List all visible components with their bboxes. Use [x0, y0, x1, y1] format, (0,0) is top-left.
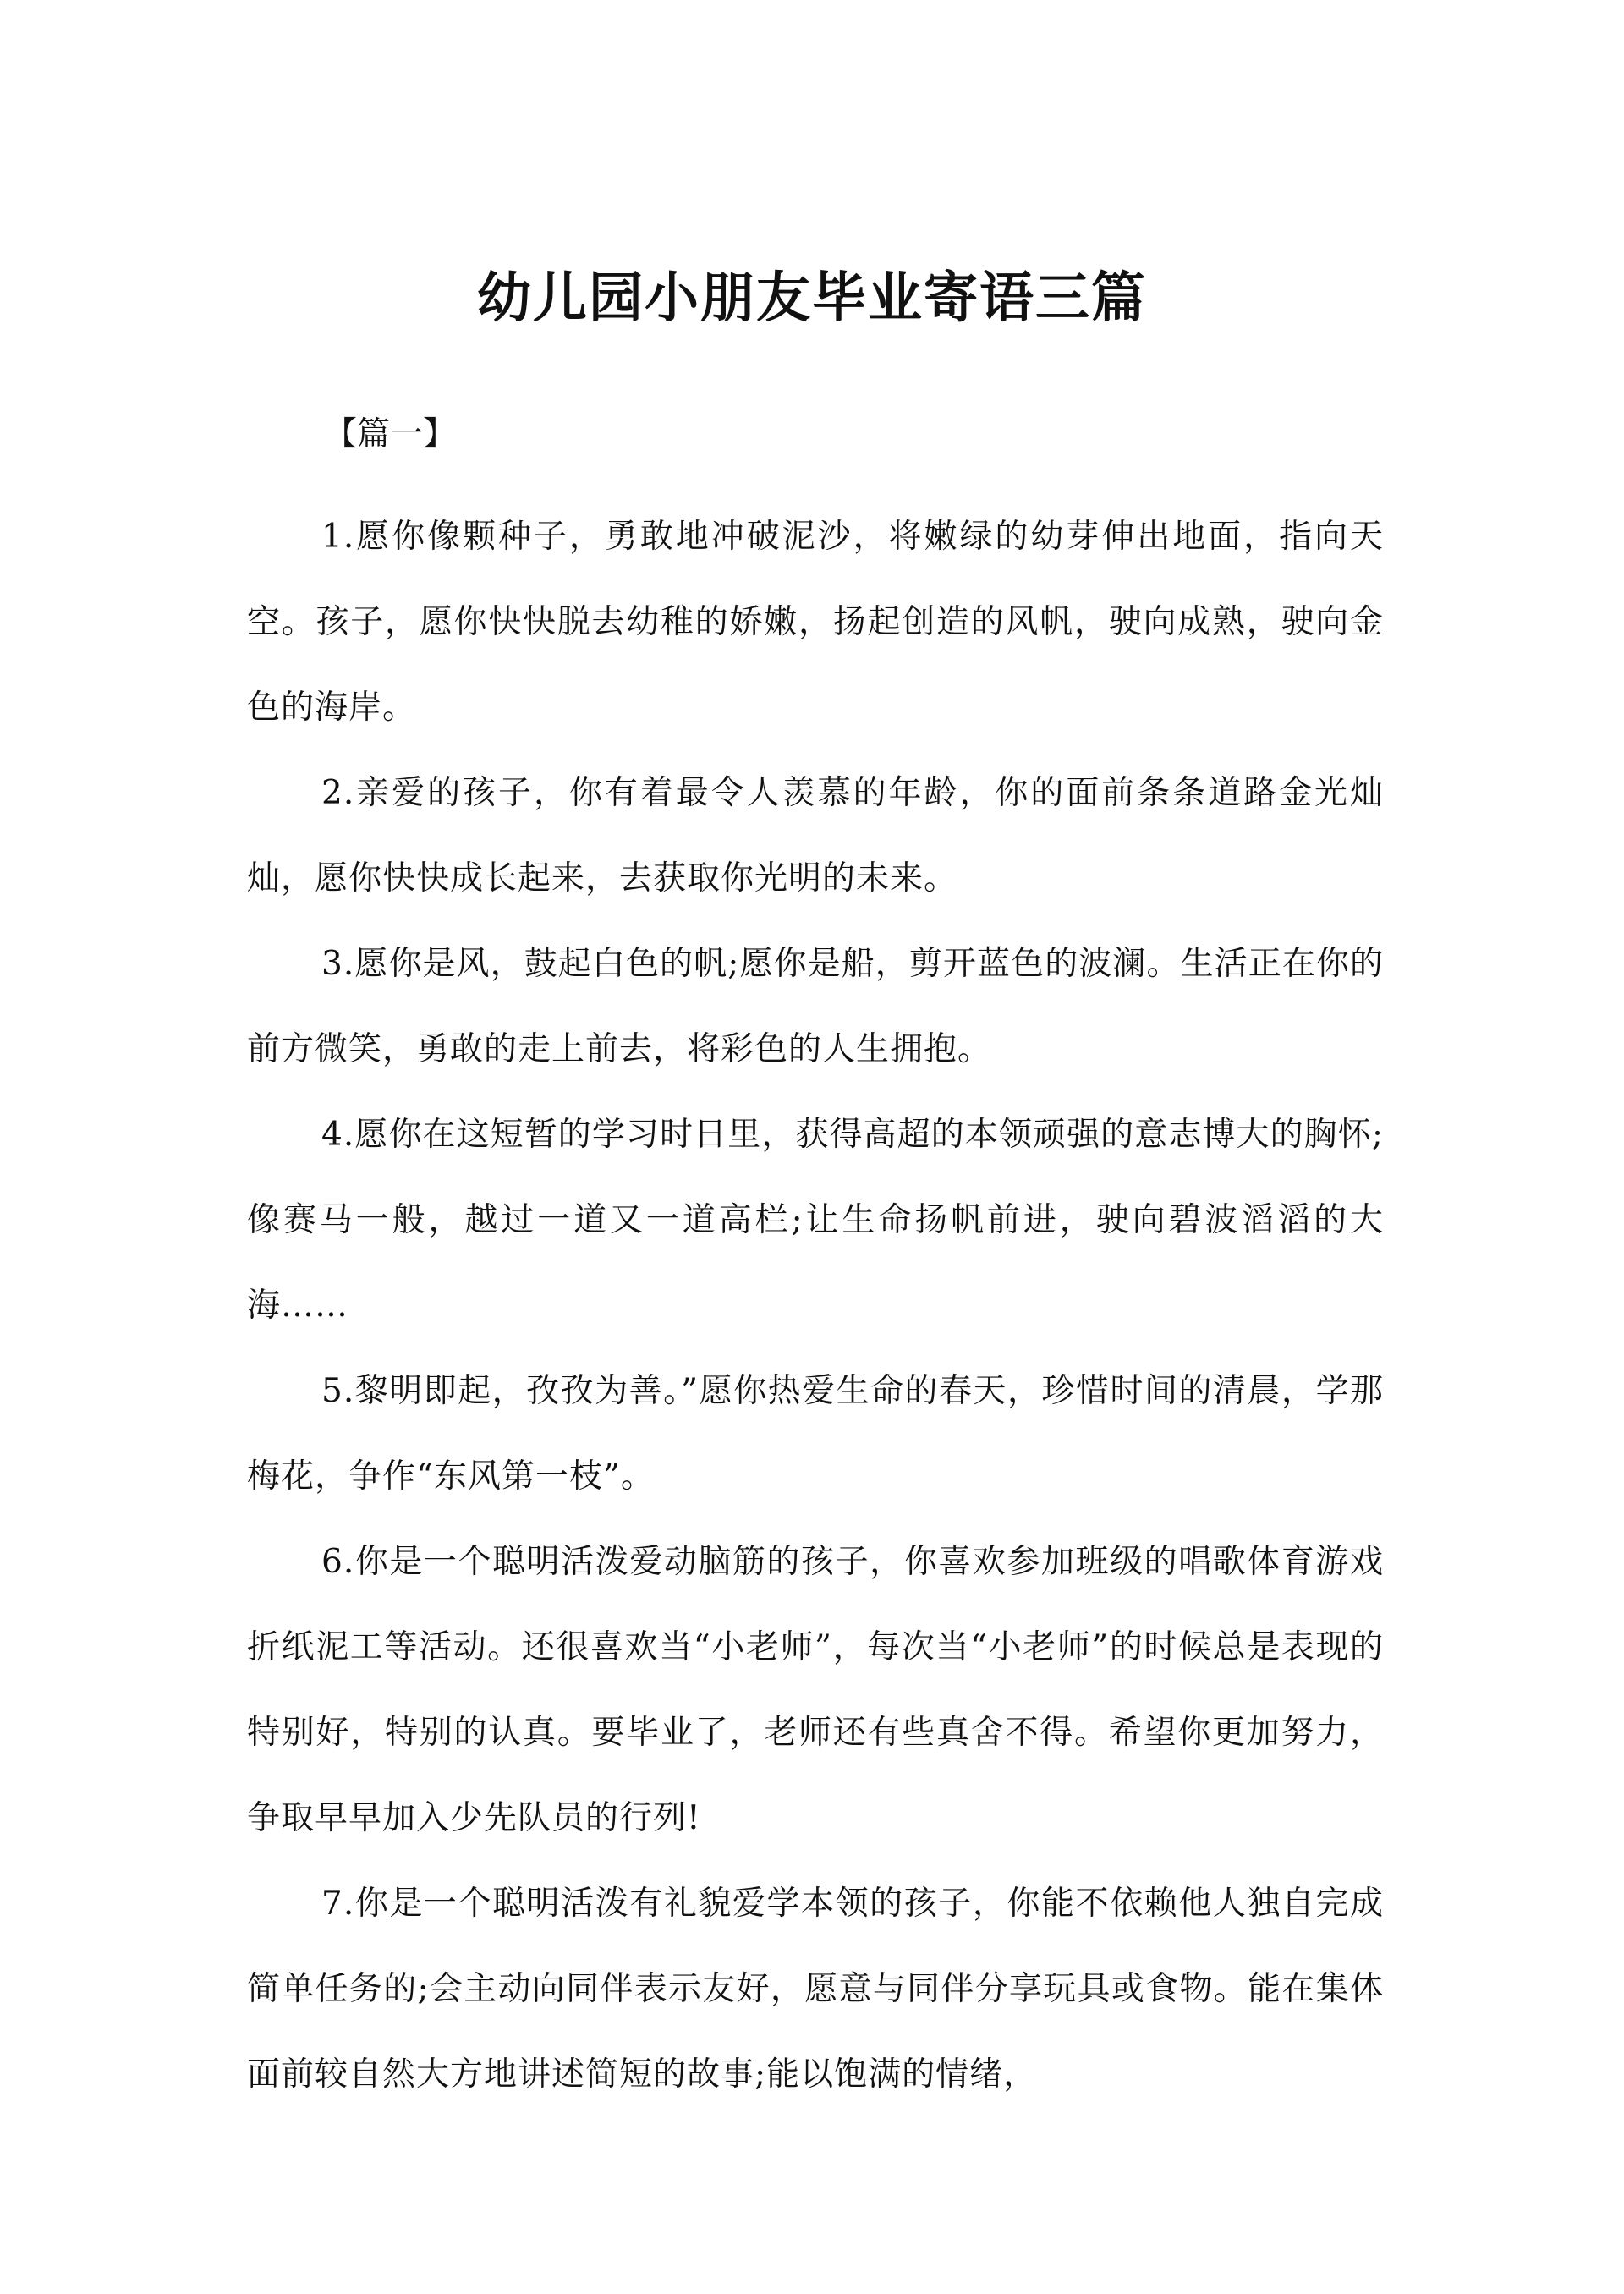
paragraph-7: 7.你是一个聪明活泼有礼貌爱学本领的孩子，你能不依赖他人独自完成简单任务的;会主动向同伴表示友好，愿意与同伴分享玩具或食物。能在集体面前较自然大方地讲述简短的故事;能以饱满的情绪，: [247, 1885, 1385, 2094]
paragraph-1: 1.愿你像颗种子，勇敢地冲破泥沙，将嫩绿的幼芽伸出地面，指向天空。孩子，愿你快快脱去幼稚的娇嫩，扬起创造的风帆，驶向成熟，驶向金色的海岸。: [247, 518, 1384, 727]
paragraph-6: 6.你是一个聪明活泼爱动脑筋的孩子，你喜欢参加班级的唱歌体育游戏折纸泥工等活动。还很喜欢当“小老师”，每次当“小老师”的时候总是表现的特别好，特别的认真。要毕业了，老师还有些真舍不得。希望你更加努力，争取早早加入少先队员的行列!: [247, 1543, 1384, 1837]
paragraph-2: 2.亲爱的孩子，你有着最令人羡慕的年龄，你的面前条条道路金光灿灿，愿你快快成长起来，去获取你光明的未来。: [247, 774, 1384, 897]
section-label: 【篇一】: [324, 415, 457, 453]
paragraph-5: 5.黎明即起，孜孜为善。”愿你热爱生命的春天，珍惜时间的清晨，学那梅花，争作“东风第一枝”。: [247, 1372, 1384, 1495]
document-title: 幼儿园小朋友毕业寄语三篇: [477, 267, 1147, 330]
paragraph-4: 4.愿你在这短暂的学习时日里，获得高超的本领顽强的意志博大的胸怀;像赛马一般，越过一道又一道高栏;让生命扬帆前进，驶向碧波滔滔的大海……: [247, 1116, 1384, 1325]
document-body: [247, 494, 1384, 2117]
paragraph-3: 3.愿你是风，鼓起白色的帆;愿你是船，剪开蓝色的波澜。生活正在你的前方微笑，勇敢的走上前去，将彩色的人生拥抱。: [247, 945, 1384, 1068]
